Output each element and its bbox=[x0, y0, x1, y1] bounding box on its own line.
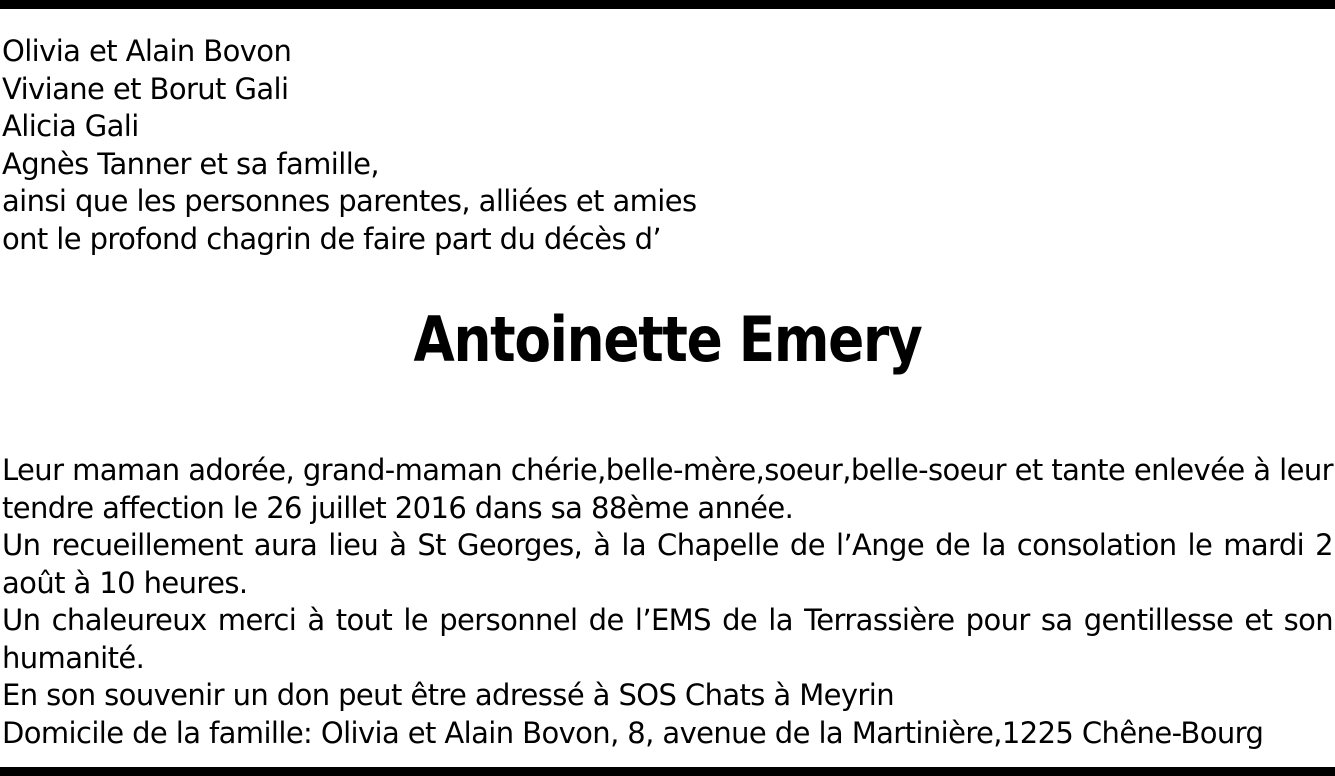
deceased-name: Antoinette Emery bbox=[413, 303, 922, 376]
paragraph-ceremony: Un recueillement aura lieu à St Georges, à la Chapelle de l’Ange de la consolation le mardi 2 août à 10 heures. bbox=[2, 528, 1333, 600]
paragraph-tribute: Leur maman adorée, grand-maman chérie,belle-mère,soeur,belle-soeur et tante enlevée à leur tendre affection le 26 juillet 2016 dans sa 88ème année. bbox=[2, 453, 1333, 525]
notice-body bbox=[2, 452, 1333, 752]
announcer-line: Alicia Gali bbox=[2, 109, 139, 143]
announcers-block bbox=[2, 33, 1002, 258]
paragraph-thanks: Un chaleureux merci à tout le personnel de l’EMS de la Terrassière pour sa gentillesse et son humanité. bbox=[2, 603, 1333, 675]
paragraph-donation: En son souvenir un don peut être adressé à SOS Chats à Meyrin bbox=[2, 678, 894, 712]
paragraph-family-address: Domicile de la famille: Olivia et Alain Bovon, 8, avenue de la Martinière,1225 Chêne-Bourg bbox=[2, 715, 1264, 750]
announcer-line: Viviane et Borut Gali bbox=[2, 71, 289, 106]
announcer-line: ainsi que les personnes parentes, alliées et amies bbox=[2, 184, 697, 218]
announcer-line: Olivia et Alain Bovon bbox=[2, 34, 292, 68]
announcer-line: ont le profond chagrin de faire part du décès d’ bbox=[2, 221, 662, 256]
bottom-border-rule bbox=[0, 767, 1335, 776]
announcer-line: Agnès Tanner et sa famille, bbox=[2, 146, 380, 181]
top-border-rule bbox=[0, 0, 1335, 9]
